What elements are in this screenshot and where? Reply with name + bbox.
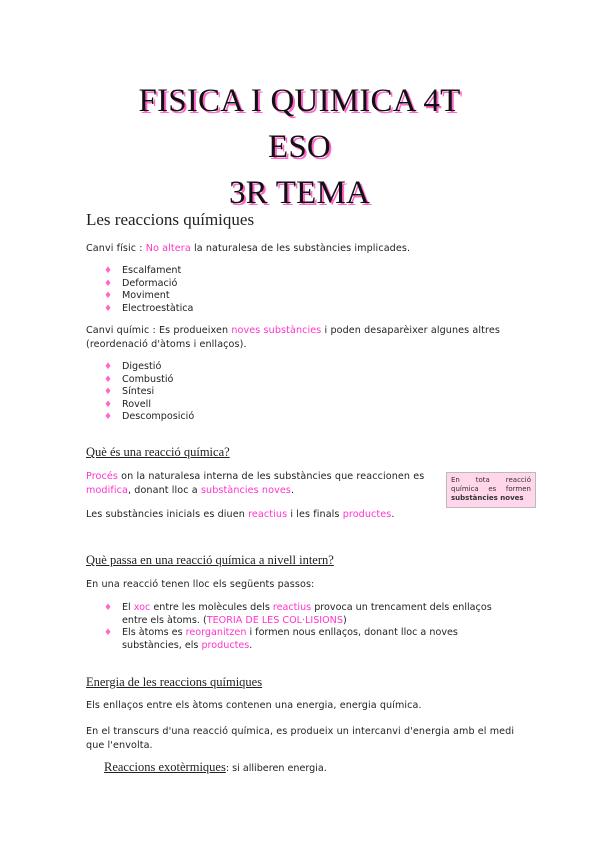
list-item [104, 265, 193, 278]
bullet-icon: ♦ [104, 362, 113, 372]
title-line-3: 3R TEMA [228, 175, 371, 211]
text-xoc: xoc [133, 602, 151, 613]
bullet-icon: ♦ [104, 374, 113, 385]
list-item [104, 374, 194, 387]
section-heading-reaccions: Les reaccions químiques [86, 210, 255, 229]
canvi-fisic-rest: la naturalesa de les substàncies implicades. [190, 243, 411, 254]
quimic-list [104, 361, 194, 424]
list-item [104, 290, 193, 303]
text-proces: Procés [86, 471, 118, 482]
bullet-icon: ♦ [104, 303, 113, 314]
text-segment: Les substàncies inicials es diuen [86, 509, 249, 520]
text-reorganitzen: reorganitzen [185, 627, 247, 639]
section-heading-energia: Energia de les reaccions químiques [86, 675, 263, 689]
text-segment: i les finals [287, 509, 343, 520]
text-segment: . [249, 639, 253, 651]
exotermiques-label: Reaccions exotèrmiques [104, 760, 226, 774]
list-item-label: Rovell [122, 398, 152, 410]
document-title [0, 78, 599, 216]
canvi-quimic-highlight: noves substàncies [231, 325, 322, 336]
list-item [104, 361, 194, 374]
list-item [104, 399, 194, 412]
text-segment: ) [342, 614, 347, 626]
text-teoria-colisions: TEORIA DE LES COL·LISIONS [206, 614, 343, 626]
list-item-label: Combustió [122, 373, 174, 385]
reactius-productes-paragraph [86, 508, 516, 522]
exotermiques-line [104, 760, 327, 775]
list-item-label: Electroestàtica [122, 302, 194, 314]
bullet-icon: ♦ [104, 412, 113, 423]
canvi-fisic-label: Canvi físic : [86, 243, 146, 254]
list-item-label: Deformació [122, 277, 178, 289]
bullet-icon: ♦ [104, 266, 113, 276]
text-segment: , donant lloc a [127, 485, 201, 496]
text-modifica: modifica [86, 485, 128, 496]
bullet-icon: ♦ [104, 603, 113, 613]
text-reactius: reactius [248, 509, 288, 520]
bullet-icon: ♦ [104, 628, 113, 639]
list-item [104, 303, 193, 316]
list-item-label: Moviment [122, 290, 170, 302]
canvi-quimic-paragraph [86, 324, 516, 352]
list-item [104, 386, 194, 399]
bullet-icon: ♦ [104, 399, 113, 410]
text-segment: Els àtoms es [122, 627, 186, 639]
energia-paragraph-1: Els enllaços entre els àtoms contenen una energia, energia química. [86, 700, 422, 711]
canvi-fisic-paragraph [86, 242, 516, 256]
fisic-list [104, 265, 193, 315]
exotermiques-rest: : si alliberen energia. [225, 763, 327, 774]
list-item [104, 278, 193, 291]
list-item-label: Descomposició [122, 411, 195, 423]
callout-text: En tota reacció química es formen [451, 476, 531, 493]
text-segment: i formen nous enllaços, donant lloc a noves substàncies, els [122, 627, 458, 651]
list-item-label: Digestió [122, 361, 162, 372]
list-item [104, 627, 516, 652]
text-substancies-noves: substàncies noves [200, 485, 291, 496]
section-heading-que-es: Què és una reacció química? [86, 445, 230, 459]
que-es-paragraph [86, 470, 438, 498]
text-reactius: reactius [272, 602, 312, 613]
section-heading-que-passa: Què passa en una reacció química a nivell intern? [86, 553, 334, 567]
callout-box [446, 472, 536, 508]
text-productes: productes [201, 639, 250, 651]
list-item-label: Escalfament [122, 265, 182, 276]
text-segment: on la naturalesa interna de les substàncies que reaccionen es [118, 471, 425, 482]
text-segment: entre les molècules dels [150, 602, 273, 613]
bullet-icon: ♦ [104, 291, 113, 302]
text-segment: El [122, 602, 134, 613]
list-item-label: Síntesi [122, 386, 155, 398]
text-segment: . [391, 509, 395, 520]
canvi-fisic-highlight: No altera [145, 243, 191, 254]
bullet-icon: ♦ [104, 387, 113, 398]
text-productes: productes [342, 509, 392, 520]
text-segment: provoca un trencament dels enllaços entre els àtoms. ( [122, 602, 492, 626]
text-segment: . [290, 485, 295, 496]
passos-intro: En una reacció tenen lloc els següents passos: [86, 579, 315, 590]
bullet-icon: ♦ [104, 278, 113, 289]
title-line-2: ESO [268, 129, 331, 165]
callout-bold-text: substàncies noves [451, 494, 524, 502]
passos-list [104, 602, 516, 652]
list-item [104, 602, 516, 627]
canvi-quimic-label: Canvi químic : Es produeixen [86, 325, 232, 336]
energia-paragraph-2: En el transcurs d'una reacció química, es produeix un intercanvi d'energia amb el medi que l'envolta. [86, 726, 515, 751]
title-line-1: FISICA I QUIMICA 4T [138, 83, 461, 119]
canvi-quimic-rest: i poden desaparèixer algunes altres (reordenació d'àtoms i enllaços). [86, 325, 500, 350]
list-item [104, 411, 194, 424]
